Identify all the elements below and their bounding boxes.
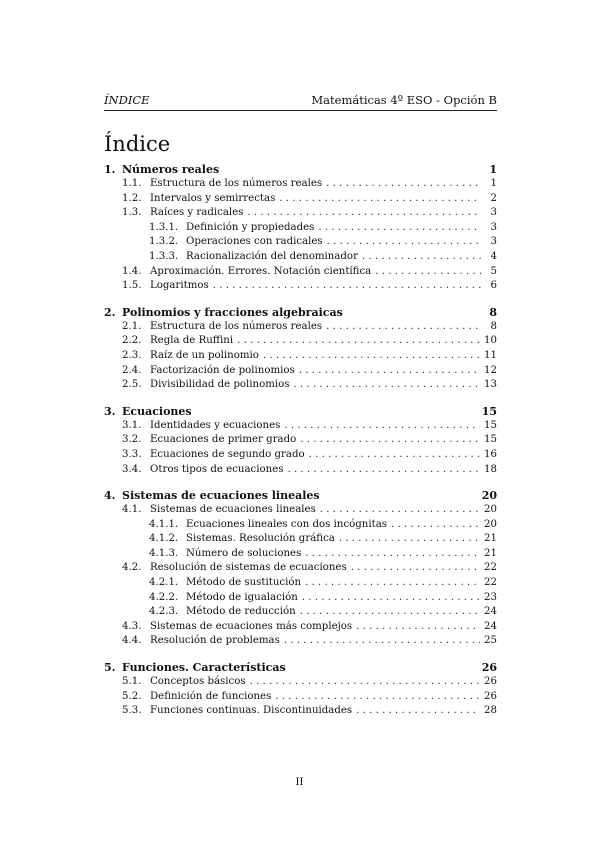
entry-title: Operaciones con radicales (186, 236, 323, 248)
entry-title: Sistemas de ecuaciones lineales (150, 504, 316, 516)
entry-number: 4.1.2. (149, 533, 179, 545)
entry-page-number: 16 (484, 448, 497, 460)
dot-leader (356, 620, 480, 635)
dot-leader (356, 704, 480, 719)
toc-section[interactable] (104, 419, 497, 434)
chapter-title: Ecuaciones (122, 404, 192, 418)
entry-page-number: 2 (490, 192, 497, 204)
dot-leader (284, 634, 480, 649)
chapter-page-number: 20 (481, 489, 497, 503)
entry-page-number: 23 (484, 591, 497, 603)
entry-number: 4.2.2. (149, 591, 179, 603)
entry-title: Otros tipos de ecuaciones (150, 463, 284, 475)
chapter-page-number: 1 (489, 163, 497, 176)
entry-number: 2.1. (122, 320, 142, 332)
entry-number: 1.3.2. (149, 236, 179, 248)
toc-chapter[interactable] (104, 660, 497, 675)
entry-page-number: 13 (484, 379, 497, 391)
chapter-number: 5. (104, 661, 116, 675)
entry-page-number: 15 (484, 434, 497, 446)
entry-page-number: 26 (484, 676, 497, 688)
entry-number: 3.3. (122, 448, 142, 460)
dot-leader (263, 349, 480, 364)
entry-page-number: 21 (484, 547, 497, 559)
entry-page-number: 1 (490, 178, 497, 189)
entry-number: 2.5. (122, 379, 142, 391)
entry-number: 3.1. (122, 419, 142, 431)
entry-page-number: 22 (484, 577, 497, 589)
entry-title: Divisibilidad de polinomios (150, 379, 290, 391)
entry-number: 3.2. (122, 434, 142, 446)
dot-leader (339, 532, 480, 547)
entry-number: 2.2. (122, 335, 142, 347)
entry-title: Número de soluciones (186, 547, 302, 559)
entry-title: Ecuaciones lineales con dos incógnitas (186, 518, 388, 530)
entry-page-number: 11 (484, 349, 497, 361)
entry-number: 2.3. (122, 349, 142, 361)
toc-chapter[interactable] (104, 404, 497, 419)
entry-title: Regla de Ruffini (150, 335, 234, 347)
toc-section[interactable] (104, 192, 497, 207)
entry-number: 1.1. (122, 178, 142, 189)
dot-leader (300, 433, 480, 448)
entry-page-number: 8 (490, 320, 497, 332)
running-header (104, 93, 497, 107)
toc-section[interactable] (104, 620, 497, 635)
chapter-number: 3. (104, 404, 116, 418)
dot-leader (287, 463, 480, 478)
dot-leader (279, 192, 481, 207)
entry-title: Sistemas. Resolución gráfica (186, 533, 335, 545)
dot-leader (247, 206, 481, 221)
dot-leader (284, 419, 480, 434)
entry-page-number: 5 (490, 265, 497, 277)
entry-page-number: 21 (484, 533, 497, 545)
chapter-title: Sistemas de ecuaciones lineales (122, 489, 320, 503)
header-rule (104, 110, 497, 111)
entry-number: 1.3.1. (149, 221, 179, 233)
toc-section[interactable] (104, 378, 497, 393)
chapter-page-number: 8 (489, 305, 497, 319)
dot-leader (294, 378, 481, 393)
entry-title: Racionalización del denominador (186, 250, 358, 262)
toc-section[interactable] (104, 433, 497, 448)
toc-subsection[interactable] (104, 605, 497, 620)
entry-title: Estructura de los números reales (150, 320, 323, 332)
entry-title: Raíces y radicales (150, 207, 244, 219)
entry-title: Ecuaciones de primer grado (150, 434, 297, 446)
chapter-page-number: 15 (481, 404, 497, 418)
chapter-title: Números reales (122, 163, 220, 176)
toc-subsection[interactable] (104, 591, 497, 606)
entry-title: Identidades y ecuaciones (150, 419, 281, 431)
toc-section[interactable] (104, 206, 497, 221)
entry-page-number: 3 (490, 207, 497, 219)
toc-section[interactable] (104, 704, 497, 719)
entry-title: Método de sustitución (186, 577, 302, 589)
entry-number: 5.3. (122, 705, 142, 717)
toc-section[interactable] (104, 177, 497, 192)
dot-leader (351, 561, 480, 576)
toc-section[interactable] (104, 448, 497, 463)
entry-number: 1.3.3. (149, 250, 179, 262)
page-title: Índice (104, 132, 171, 156)
entry-title: Aproximación. Errores. Notación científica (150, 265, 372, 277)
entry-title: Raíz de un polinomio (150, 349, 259, 361)
entry-number: 4.1.3. (149, 547, 179, 559)
dot-leader (326, 320, 481, 335)
entry-page-number: 3 (490, 221, 497, 233)
entry-number: 4.2.1. (149, 577, 179, 589)
dot-leader (309, 448, 480, 463)
dot-leader (305, 576, 480, 591)
entry-number: 1.5. (122, 280, 142, 292)
entry-title: Logaritmos (150, 280, 209, 292)
toc-chapter[interactable] (104, 488, 497, 503)
toc-subsection[interactable] (104, 221, 497, 236)
entry-number: 4.1.1. (149, 518, 179, 530)
toc-chapter[interactable] (104, 162, 497, 177)
dot-leader (299, 364, 480, 379)
entry-number: 2.4. (122, 364, 142, 376)
toc-section[interactable] (104, 349, 497, 364)
entry-number: 1.4. (122, 265, 142, 277)
dot-leader (320, 503, 480, 518)
entry-title: Ecuaciones de segundo grado (150, 448, 305, 460)
dot-leader (237, 334, 480, 349)
entry-number: 4.2.3. (149, 606, 179, 618)
entry-page-number: 24 (484, 620, 497, 632)
entry-page-number: 6 (490, 280, 497, 292)
dot-leader (327, 235, 481, 250)
toc-section[interactable] (104, 320, 497, 335)
entry-page-number: 12 (484, 364, 497, 376)
entry-title: Resolución de sistemas de ecuaciones (150, 562, 347, 574)
toc-section[interactable] (104, 675, 497, 690)
entry-number: 3.4. (122, 463, 142, 475)
header-section-name: ÍNDICE (104, 93, 150, 107)
entry-number: 5.1. (122, 676, 142, 688)
entry-title: Sistemas de ecuaciones más complejos (150, 620, 353, 632)
entry-title: Método de reducción (186, 606, 296, 618)
toc-subsection[interactable] (104, 235, 497, 250)
toc-subsection[interactable] (104, 547, 497, 562)
chapter-number: 4. (104, 489, 116, 503)
toc-subsection[interactable] (104, 576, 497, 591)
dot-leader (391, 518, 480, 533)
entry-title: Conceptos básicos (150, 676, 246, 688)
entry-page-number: 3 (490, 236, 497, 248)
entry-title: Intervalos y semirrectas (150, 192, 276, 204)
toc-section[interactable] (104, 561, 497, 576)
chapter-title: Polinomios y fracciones algebraicas (122, 305, 343, 319)
dot-leader (318, 221, 481, 236)
chapter-page-number: 26 (481, 661, 497, 675)
dot-leader (250, 675, 480, 690)
entry-page-number: 24 (484, 606, 497, 618)
toc-subsection[interactable] (104, 532, 497, 547)
entry-title: Método de igualación (186, 591, 298, 603)
entry-number: 4.4. (122, 635, 142, 647)
toc-section[interactable] (104, 265, 497, 280)
dot-leader (213, 279, 481, 294)
dot-leader (326, 177, 481, 192)
toc-section[interactable] (104, 334, 497, 349)
dot-leader (362, 250, 481, 265)
entry-title: Funciones continuas. Discontinuidades (150, 705, 353, 717)
toc-section[interactable] (104, 279, 497, 294)
dot-leader (375, 265, 481, 280)
entry-title: Resolución de problemas (150, 635, 280, 647)
entry-page-number: 28 (484, 705, 497, 717)
chapter-title: Funciones. Características (122, 661, 286, 675)
toc-section[interactable] (104, 690, 497, 705)
toc-section[interactable] (104, 463, 497, 478)
entry-page-number: 22 (484, 562, 497, 574)
entry-number: 1.3. (122, 207, 142, 219)
entry-title: Factorización de polinomios (150, 364, 295, 376)
entry-number: 4.2. (122, 562, 142, 574)
dot-leader (305, 547, 480, 562)
entry-title: Definición y propiedades (186, 221, 315, 233)
entry-title: Estructura de los números reales (150, 178, 323, 189)
toc-section[interactable] (104, 364, 497, 379)
entry-number: 4.1. (122, 504, 142, 516)
toc-section[interactable] (104, 634, 497, 649)
entry-number: 5.2. (122, 690, 142, 702)
header-book-title: Matemáticas 4º ESO - Opción B (311, 93, 497, 107)
toc-section[interactable] (104, 503, 497, 518)
entry-page-number: 20 (484, 518, 497, 530)
dot-leader (302, 591, 480, 606)
toc-subsection[interactable] (104, 518, 497, 533)
toc-chapter[interactable] (104, 305, 497, 320)
entry-page-number: 25 (484, 635, 497, 647)
entry-page-number: 18 (484, 463, 497, 475)
toc-subsection[interactable] (104, 250, 497, 265)
entry-page-number: 10 (484, 335, 497, 347)
entry-page-number: 26 (484, 690, 497, 702)
chapter-number: 2. (104, 305, 116, 319)
table-of-contents (104, 162, 497, 719)
dot-leader (275, 690, 480, 705)
chapter-number: 1. (104, 163, 116, 176)
dot-leader (300, 605, 480, 620)
entry-page-number: 20 (484, 504, 497, 516)
entry-page-number: 15 (484, 419, 497, 431)
entry-title: Definición de funciones (150, 690, 272, 702)
entry-number: 1.2. (122, 192, 142, 204)
entry-page-number: 4 (490, 250, 497, 262)
page-number: II (295, 777, 304, 788)
entry-number: 4.3. (122, 620, 142, 632)
